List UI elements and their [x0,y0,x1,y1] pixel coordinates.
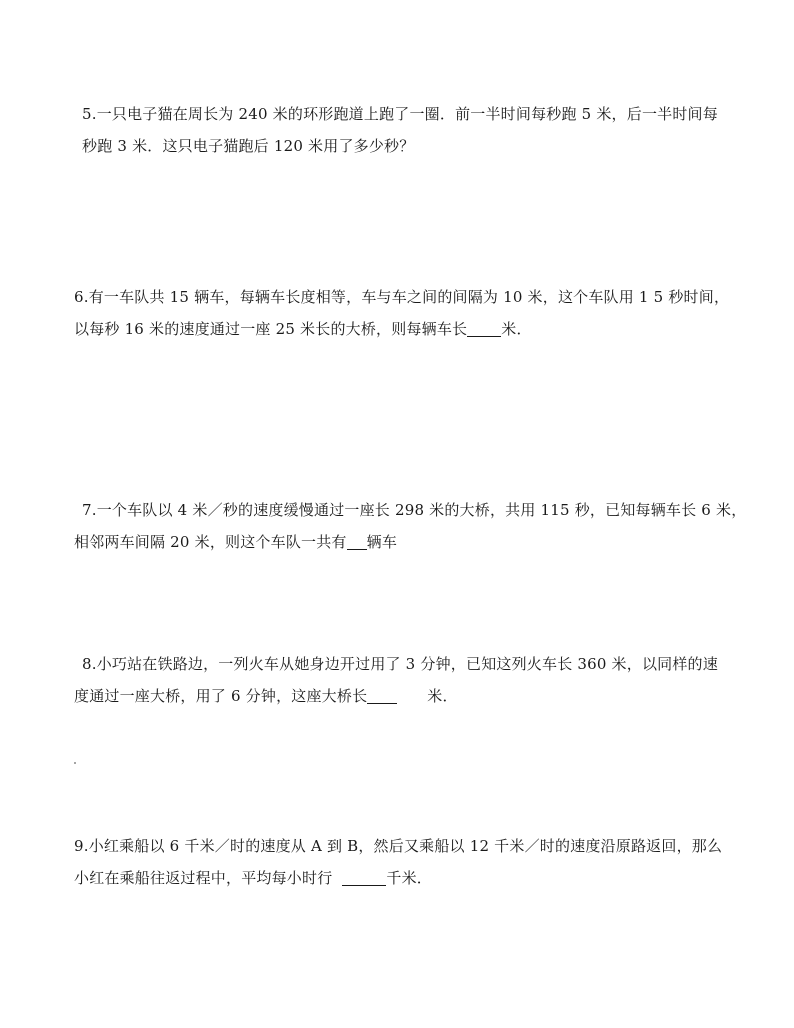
answer-blank-7[interactable] [347,533,367,550]
problem-8-text-before-blank: 度通过一座大桥，用了 6 分钟，这座大桥长 [74,687,368,705]
answer-blank-6[interactable] [467,320,501,337]
problem-5-line-1: 5.一只电子猫在周长为 240 米的环形跑道上跑了一圈．前一半时间每秒跑 5 米，后一半时间每 [82,105,718,123]
problem-9-line-1: 9.小红乘船以 6 千米／时的速度从 A 到 B，然后又乘船以 12 千米／时的速度沿原路返回，那么 [74,837,723,855]
problem-7-line-1: 7.一个车队以 4 米／秒的速度缓慢通过一座长 298 米的大桥，共用 115 秒，已知每辆车长 6 米， [82,501,747,519]
problem-5 [74,98,732,162]
problem-9-text-before-blank: 小红在乘船往返过程中，平均每小时行 [74,869,333,887]
problem-6 [74,281,730,345]
answer-blank-8[interactable] [367,687,397,704]
stray-mark [74,762,76,764]
problem-6-text-before-blank: 以每秒 16 米的速度通过一座 25 米长的大桥，则每辆车长 [74,320,468,338]
problem-8-line-1: 8.小巧站在铁路边，一列火车从她身边开过用了 3 分钟，已知这列火车长 360 米，以同样的速 [82,655,718,673]
problem-7-text-after-blank: 辆车 [366,533,398,551]
problem-7-line-2 [74,526,732,558]
answer-blank-9[interactable] [342,869,386,886]
problem-8-line-2 [74,680,732,712]
problem-9 [74,830,724,894]
problem-5-line-2: 秒跑 3 米．这只电子猫跑后 120 米用了多少秒？ [82,137,415,155]
problem-8 [74,648,732,712]
problem-7 [74,494,747,558]
problem-9-text-after-blank: 千米． [386,869,433,887]
problem-7-text-before-blank: 相邻两车间隔 20 米，则这个车队一共有 [74,533,347,551]
problem-6-text-after-blank: 米． [501,320,532,338]
problem-6-line-2 [74,313,724,345]
problem-6-line-1: 6.有一车队共 15 辆车，每辆车长度相等，车与车之间的间隔为 10 米，这个车队用 1 5 秒时间， [74,288,730,306]
problem-9-line-2 [74,862,724,894]
problem-8-text-after-blank: 米． [427,687,458,705]
